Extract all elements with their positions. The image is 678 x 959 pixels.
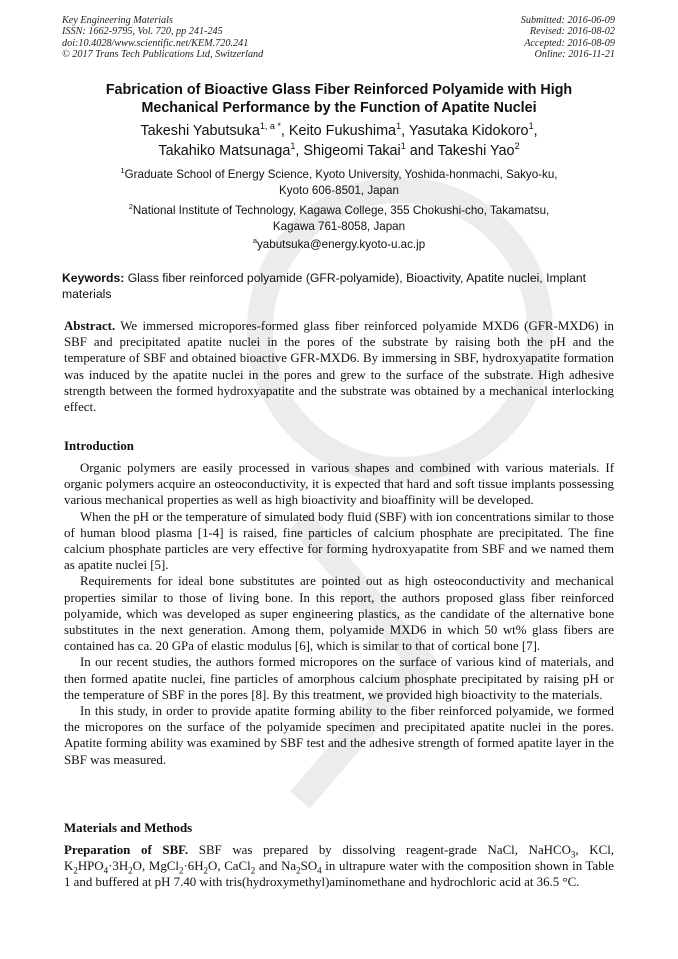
author-separator: ,	[533, 123, 538, 139]
paper-title	[62, 81, 616, 117]
author-line-1	[62, 122, 616, 142]
methods-text: O, MgCl	[132, 859, 179, 874]
author-list	[62, 122, 616, 161]
title-line-1: Fabrication of Bioactive Glass Fiber Reinforced Polyamide with High	[105, 82, 573, 98]
email-link[interactable]: yabutsuka@energy.kyoto-u.ac.jp	[257, 238, 426, 251]
journal-info	[62, 15, 263, 60]
doi: doi:10.4028/www.scientific.net/KEM.720.241	[62, 37, 249, 49]
author-affiliation-mark: 1	[528, 121, 534, 132]
author-affiliation-mark: 1	[400, 140, 406, 151]
abstract	[64, 318, 618, 415]
author-name: and Takeshi Yao	[405, 142, 515, 159]
affiliation-text: Graduate School of Energy Science, Kyoto University, Yoshida-honmachi, Sakyo-ku,	[124, 168, 558, 181]
section-heading-materials-methods: Materials and Methods	[64, 821, 193, 835]
author-affiliation-mark: 1	[396, 121, 402, 132]
keywords-label: Keywords:	[62, 271, 125, 285]
methods-text: ·3H	[108, 859, 129, 874]
author-name: , Shigeomi Takai	[295, 142, 401, 159]
keywords	[62, 270, 616, 302]
intro-paragraph-1: Organic polymers are easily processed in various shapes and combined with various materials. If organic polymers acquire an osteoconductivity, it is expected that hard and soft tissue implants possessing various mechanical properties as well as high bioactivity and bioaffinity will be developed.	[64, 461, 614, 508]
abstract-label: Abstract.	[64, 319, 116, 333]
abstract-paragraph	[64, 318, 618, 415]
methods-text: and Na	[255, 859, 297, 874]
methods-text: , KCl, K	[64, 843, 615, 874]
intro-paragraph-5: In this study, in order to provide apatite forming ability to the fiber reinforced polyamide, we formed the micropores on the surface of the polyamide specimen and precipitated apatite nuclei in the pores. Apatite forming ability was examined by SBF test and the adhesive strength of formed apatite layer in the SBF was measured.	[64, 704, 614, 767]
email-mark: a	[252, 236, 257, 246]
publication-dates	[521, 15, 615, 60]
submitted-date: Submitted: 2016-06-09	[520, 15, 615, 26]
methods-text: O, CaCl	[208, 859, 251, 874]
methods-text: ·6H	[183, 859, 204, 874]
affiliation-2-line-1	[62, 203, 616, 219]
author-name: , Keito Fukushima	[280, 123, 397, 139]
keywords-text: Glass fiber reinforced polyamide (GFR-polyamide), Bioactivity, Apatite nuclei, Implant materials	[62, 271, 590, 301]
methods-body	[64, 842, 614, 891]
subscript: 2	[128, 865, 133, 876]
issn: ISSN: 1662-9795, Vol. 720, pp 241-245	[62, 26, 223, 38]
author-name: Takeshi Yabutsuka	[140, 123, 260, 139]
affiliation-mark: 1	[120, 166, 125, 176]
affiliation-1-line-1	[62, 167, 616, 183]
corresponding-email	[62, 237, 616, 253]
subscript: 2	[296, 865, 301, 876]
revised-date: Revised: 2016-08-02	[529, 26, 615, 38]
subscript: 4	[317, 865, 322, 876]
author-affiliation-mark: 2	[514, 140, 520, 151]
section-heading-introduction: Introduction	[64, 439, 134, 453]
author-affiliation-mark: 1, a *	[259, 121, 281, 132]
author-affiliation-mark: 1	[290, 140, 296, 151]
affiliation-mark: 2	[128, 202, 133, 212]
methods-text: HPO	[77, 859, 104, 874]
title-line-2: Mechanical Performance by the Function of Apatite Nuclei	[141, 100, 537, 116]
affiliation-1	[62, 167, 616, 198]
affiliation-2	[62, 203, 616, 234]
author-name: , Yasutaka Kidokoro	[401, 123, 529, 139]
abstract-text: We immersed micropores-formed glass fiber reinforced polyamide MXD6 (GFR-MXD6) in SBF and precipitated apatite nuclei in the pores of the substrate by raising both the pH and the temperature of SBF and obtained bioactive GFR-MXD6. By immersing in SBF, hydroxyapatite formation was induced by the apatite nuclei in the pores and grew to the surface of the substrate. High adhesive strength between the formed hydroxyapatite and the substrate was obtained by a mechanical interlocking effect.	[64, 319, 618, 415]
affiliation-text: National Institute of Technology, Kagawa College, 355 Chokushi-cho, Takamatsu,	[132, 204, 550, 217]
intro-paragraph-3: Requirements for ideal bone substitutes are pointed out as high osteoconductivity and mechanical properties similar to those of living bone. In this report, the authors proposed glass fiber reinforced polyamide, which was developed as super engineering plastics, as the candidate of the alternative bone substitutes in the next generation. Among them, polyamide MXD6 in which 50 wt% glass fibers are contained has ca. 20 GPa of elastic modulus [6], which is similar to that of cortical bone [7].	[64, 574, 614, 654]
subscript: 3	[570, 849, 576, 860]
methods-text: SBF was prepared by dissolving reagent-grade NaCl, NaHCO	[188, 843, 571, 857]
intro-paragraph-4: In our recent studies, the authors formed micropores on the surface of various kind of materials, and then formed apatite nuclei, fine particles of amorphous calcium phosphate precipitated by raising pH or the temperature of SBF in the pores [8]. By this treatment, we provided high bioactivity to the materials.	[64, 655, 614, 702]
accepted-date: Accepted: 2016-08-09	[524, 37, 615, 49]
author-name: Takahiko Matsunaga	[158, 142, 291, 159]
subscript: 2	[203, 865, 209, 876]
subscript: 4	[103, 865, 109, 876]
journal-name: Key Engineering Materials	[62, 15, 173, 26]
online-date: Online: 2016-11-21	[534, 48, 615, 60]
introduction-body	[64, 460, 614, 768]
methods-text: SO	[300, 859, 318, 874]
methods-text: in ultrapure water with the composition shown in Table 1 and buffered at pH 7.40 with tris(hydroxymethyl)aminomethane and hydrochloric acid at 36.5 °C.	[64, 859, 614, 890]
affiliation-2-line-2: Kagawa 761-8058, Japan	[272, 219, 406, 233]
copyright: © 2017 Trans Tech Publications Ltd, Switzerland	[62, 48, 264, 60]
subsection-label: Preparation of SBF.	[64, 843, 189, 857]
intro-paragraph-2: When the pH or the temperature of simulated body fluid (SBF) with ion concentrations similar to those of human blood plasma [1-4] is raised, fine particles of calcium phosphate are precipitated. The fine calcium phosphate particles are very effective for forming hydroxyapatite from SBF and we named them as apatite nuclei [5].	[64, 509, 614, 573]
subscript: 2	[250, 865, 256, 876]
subscript: 2	[73, 865, 78, 876]
subscript: 2	[178, 865, 184, 876]
methods-paragraph	[64, 842, 614, 891]
affiliation-1-line-2: Kyoto 606-8501, Japan	[279, 183, 399, 197]
author-line-2	[62, 142, 616, 162]
